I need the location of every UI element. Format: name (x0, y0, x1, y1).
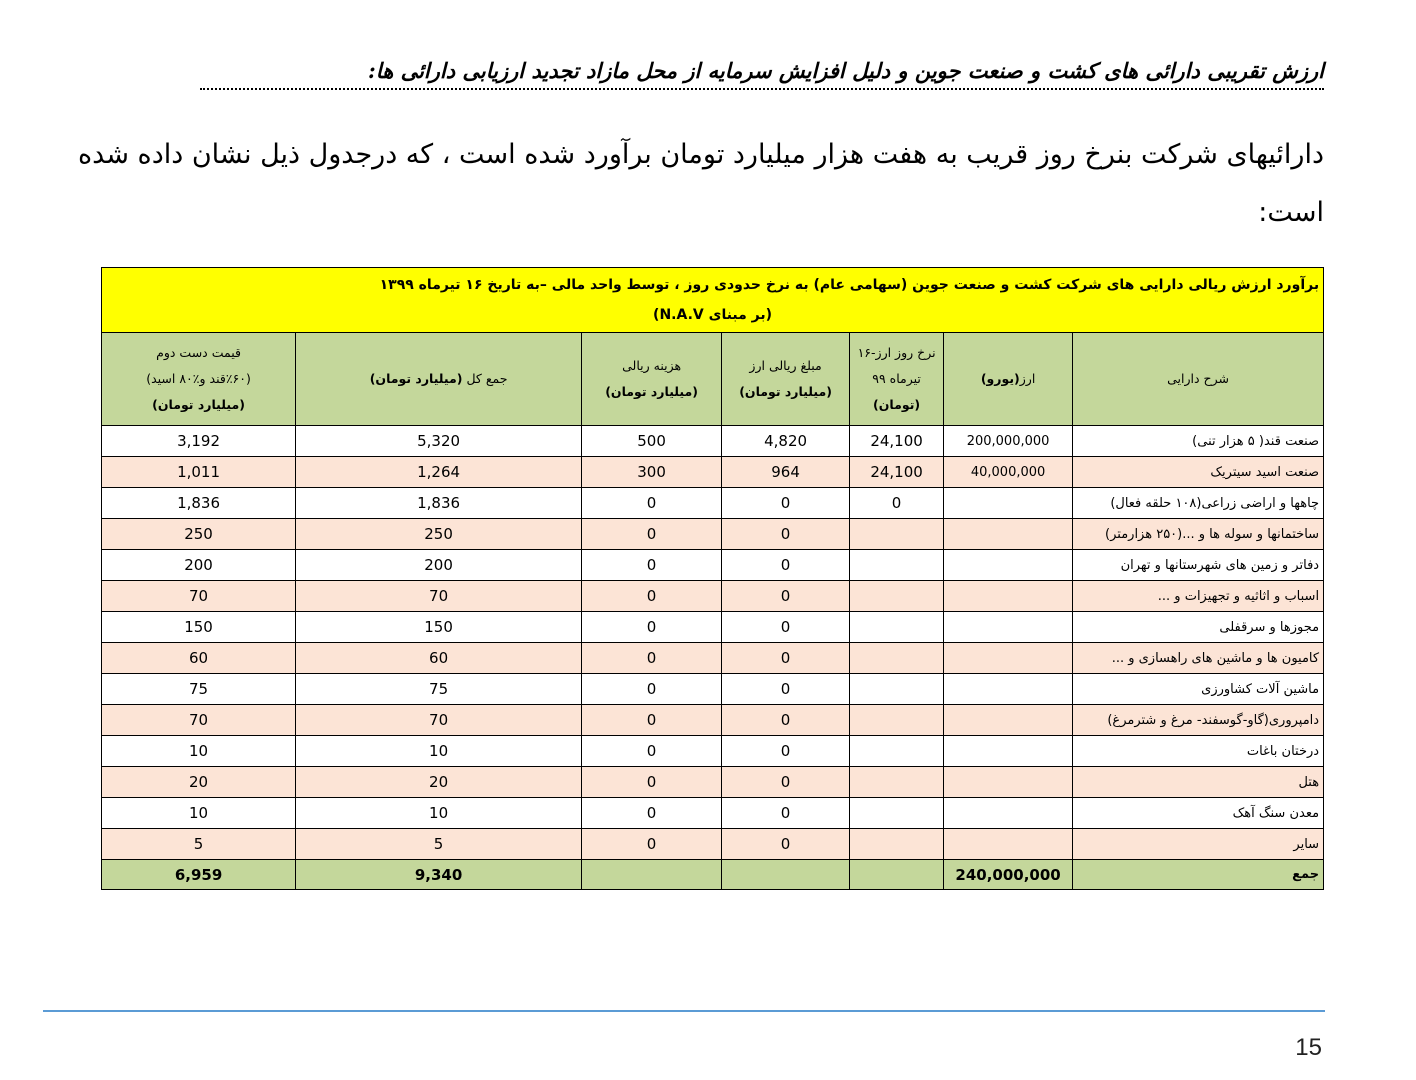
cell-cost: 0 (582, 829, 722, 860)
cell-currency (944, 581, 1073, 612)
asset-valuation-table (101, 267, 1324, 890)
table-title-line-2: (بر مبنای N.A.V) (653, 307, 773, 323)
cell-desc: ماشین آلات کشاورزی (1073, 674, 1324, 705)
cell-cost: 300 (582, 457, 722, 488)
cell-rial-value: 0 (722, 612, 850, 643)
cell-rate (850, 798, 944, 829)
cell-total: 1,836 (296, 488, 582, 519)
header-total: جمع کل (میلیارد تومان) (296, 333, 582, 426)
cell-total: 150 (296, 612, 582, 643)
cell-second-hand: 70 (102, 581, 296, 612)
cell-second-hand: 70 (102, 705, 296, 736)
table-row (102, 457, 1324, 488)
cell-total: 250 (296, 519, 582, 550)
cell-rial-value: 0 (722, 488, 850, 519)
cell-total: 20 (296, 767, 582, 798)
cell-rate (850, 829, 944, 860)
cell-rate (850, 519, 944, 550)
cell-total: 75 (296, 674, 582, 705)
cell-desc: صنعت اسید سیتریک (1073, 457, 1324, 488)
table-row (102, 581, 1324, 612)
cell-rate (850, 612, 944, 643)
table-row (102, 767, 1324, 798)
cell-rial-value: 4,820 (722, 426, 850, 457)
cell-desc: ساختمانها و سوله ها و ...(۲۵۰ هزارمتر) (1073, 519, 1324, 550)
cell-rate (850, 581, 944, 612)
cell-rial-value: 0 (722, 581, 850, 612)
cell-rial-value: 0 (722, 705, 850, 736)
header-second-hand: قیمت دست دوم (٪۶۰قند و٪۸۰ اسید) (میلیارد تومان) (102, 333, 296, 426)
cell-cost: 0 (582, 705, 722, 736)
cell-currency (944, 767, 1073, 798)
header-rial-value: مبلغ ریالی ارز (میلیارد تومان) (722, 333, 850, 426)
cell-rate (850, 736, 944, 767)
total-currency: 240,000,000 (944, 860, 1073, 890)
cell-total: 1,264 (296, 457, 582, 488)
cell-total: 200 (296, 550, 582, 581)
table-header-row (102, 333, 1324, 426)
total-second-hand: 6,959 (102, 860, 296, 890)
cell-rial-value: 964 (722, 457, 850, 488)
total-rate (850, 860, 944, 890)
cell-cost: 0 (582, 612, 722, 643)
cell-second-hand: 10 (102, 798, 296, 829)
cell-rate: 24,100 (850, 457, 944, 488)
table-row (102, 674, 1324, 705)
table-row (102, 488, 1324, 519)
table-row (102, 643, 1324, 674)
cell-desc: معدن سنگ آهک (1073, 798, 1324, 829)
total-rial-value (722, 860, 850, 890)
cell-total: 10 (296, 798, 582, 829)
cell-rial-value: 0 (722, 643, 850, 674)
cell-rial-value: 0 (722, 550, 850, 581)
cell-currency (944, 519, 1073, 550)
cell-rial-value: 0 (722, 674, 850, 705)
cell-cost: 0 (582, 519, 722, 550)
cell-total: 70 (296, 581, 582, 612)
cell-cost: 500 (582, 426, 722, 457)
cell-second-hand: 20 (102, 767, 296, 798)
cell-currency (944, 705, 1073, 736)
header-cost: هزینه ریالی (میلیارد تومان) (582, 333, 722, 426)
cell-total: 5,320 (296, 426, 582, 457)
section-heading: ارزش تقریبی دارائی های کشت و صنعت جوین و دلیل افزایش سرمایه از محل مازاد تجدید ارزیابی دارائی ها: (200, 56, 1324, 90)
cell-rate: 24,100 (850, 426, 944, 457)
cell-desc: دامپروری(گاو-گوسفند- مرغ و شترمرغ) (1073, 705, 1324, 736)
cell-desc: دفاتر و زمین های شهرستانها و تهران (1073, 550, 1324, 581)
table-title-row (102, 268, 1324, 333)
cell-total: 10 (296, 736, 582, 767)
table-row (102, 519, 1324, 550)
cell-desc: سایر (1073, 829, 1324, 860)
cell-total: 5 (296, 829, 582, 860)
cell-cost: 0 (582, 736, 722, 767)
cell-rial-value: 0 (722, 829, 850, 860)
table-row (102, 829, 1324, 860)
cell-cost: 0 (582, 643, 722, 674)
table-row (102, 705, 1324, 736)
cell-cost: 0 (582, 798, 722, 829)
table-title-line-1: برآورد ارزش ریالی دارایی های شرکت کشت و صنعت جوین (سهامی عام) به نرخ حدودی روز ، توسط واحد مالی –به تاریخ ۱۶ تیرماه ۱۳۹۹ (379, 277, 1320, 293)
cell-desc: هتل (1073, 767, 1324, 798)
cell-rial-value: 0 (722, 736, 850, 767)
cell-second-hand: 250 (102, 519, 296, 550)
cell-rate: 0 (850, 488, 944, 519)
table-row (102, 798, 1324, 829)
header-description: شرح دارایی (1073, 333, 1324, 426)
header-rate: نرخ روز ارز-۱۶ تیرماه ۹۹ (تومان) (850, 333, 944, 426)
cell-desc: مجوزها و سرقفلی (1073, 612, 1324, 643)
table-row (102, 612, 1324, 643)
cell-cost: 0 (582, 674, 722, 705)
total-cost (582, 860, 722, 890)
table-row (102, 550, 1324, 581)
table-total-row (102, 860, 1324, 890)
cell-second-hand: 5 (102, 829, 296, 860)
cell-currency (944, 550, 1073, 581)
cell-total: 70 (296, 705, 582, 736)
cell-second-hand: 200 (102, 550, 296, 581)
page-number: 15 (1295, 1034, 1322, 1061)
cell-currency (944, 798, 1073, 829)
total-total: 9,340 (296, 860, 582, 890)
cell-second-hand: 75 (102, 674, 296, 705)
cell-second-hand: 1,836 (102, 488, 296, 519)
cell-currency (944, 488, 1073, 519)
cell-currency (944, 736, 1073, 767)
cell-currency (944, 829, 1073, 860)
cell-total: 60 (296, 643, 582, 674)
cell-cost: 0 (582, 550, 722, 581)
cell-second-hand: 150 (102, 612, 296, 643)
cell-currency (944, 674, 1073, 705)
cell-rate (850, 643, 944, 674)
cell-second-hand: 3,192 (102, 426, 296, 457)
cell-rial-value: 0 (722, 798, 850, 829)
table-title (102, 268, 1324, 333)
cell-rate (850, 767, 944, 798)
cell-rate (850, 550, 944, 581)
cell-desc: درختان باغات (1073, 736, 1324, 767)
cell-currency: 200,000,000 (944, 426, 1073, 457)
cell-second-hand: 10 (102, 736, 296, 767)
table-body (102, 426, 1324, 860)
cell-rate (850, 674, 944, 705)
total-desc: جمع (1073, 860, 1324, 890)
cell-cost: 0 (582, 581, 722, 612)
cell-cost: 0 (582, 488, 722, 519)
cell-currency (944, 612, 1073, 643)
cell-rate (850, 705, 944, 736)
cell-rial-value: 0 (722, 519, 850, 550)
cell-currency (944, 643, 1073, 674)
cell-currency: 40,000,000 (944, 457, 1073, 488)
cell-second-hand: 60 (102, 643, 296, 674)
cell-desc: صنعت قند( ۵ هزار تنی) (1073, 426, 1324, 457)
header-currency: ارز(یورو) (944, 333, 1073, 426)
intro-paragraph: دارائیهای شرکت بنرخ روز قریب به هفت هزار میلیارد تومان برآورد شده است ، که درجدول ذیل نشان داده شده است: (78, 139, 1324, 228)
cell-second-hand: 1,011 (102, 457, 296, 488)
footer-rule (43, 1010, 1325, 1012)
table-row (102, 426, 1324, 457)
cell-rial-value: 0 (722, 767, 850, 798)
cell-desc: اسباب و اثاثیه و تجهیزات و ... (1073, 581, 1324, 612)
cell-desc: چاهها و اراضی زراعی(۱۰۸ حلقه فعال) (1073, 488, 1324, 519)
table-row (102, 736, 1324, 767)
cell-cost: 0 (582, 767, 722, 798)
cell-desc: کامیون ها و ماشین های راهسازی و ... (1073, 643, 1324, 674)
